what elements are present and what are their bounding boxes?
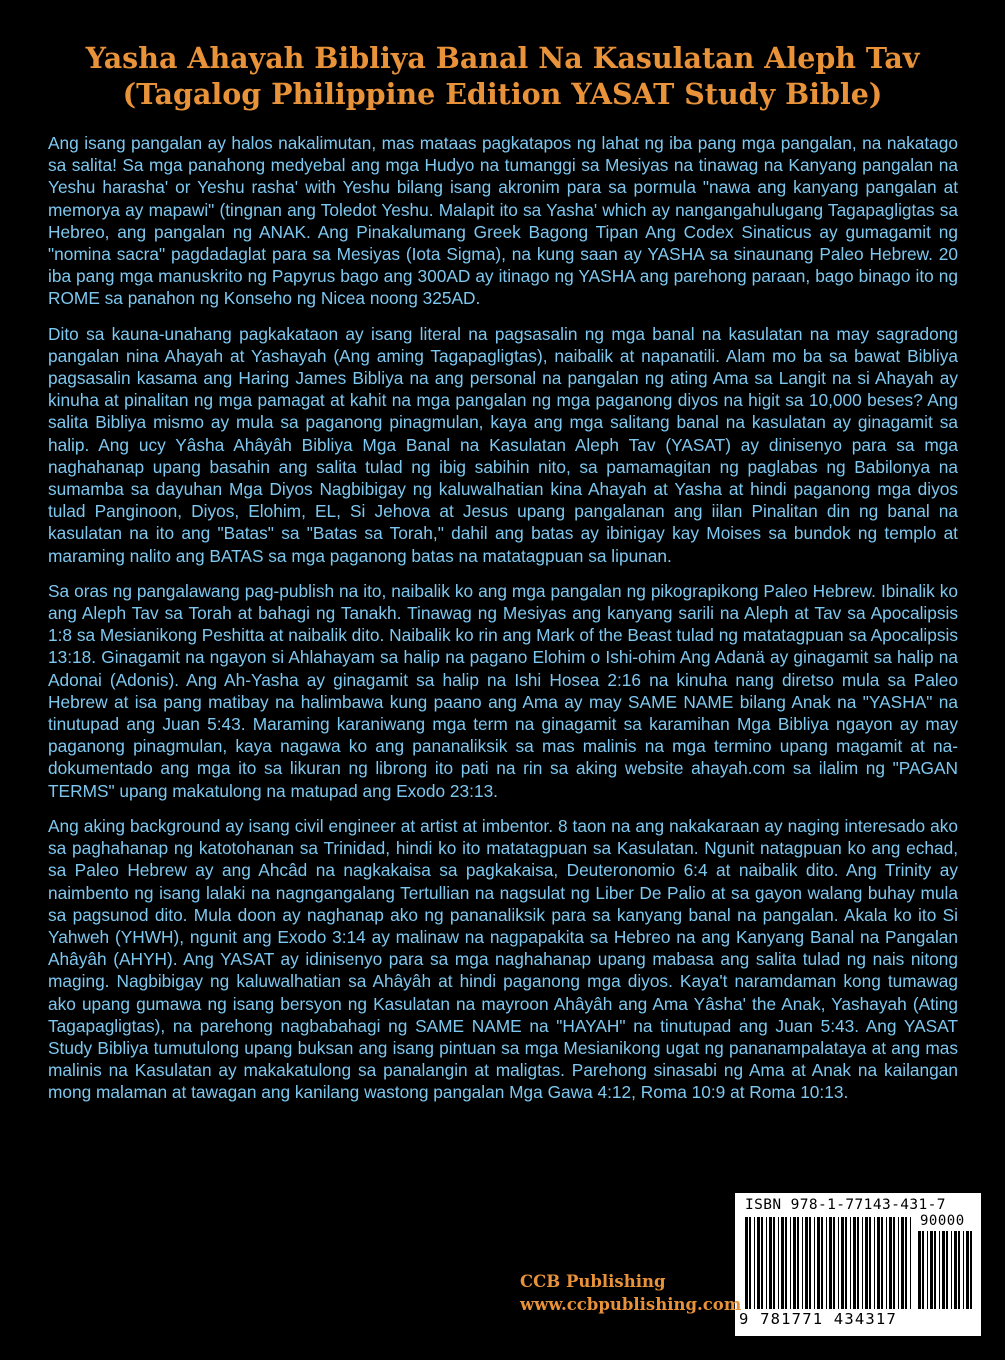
barcode-bar (905, 1217, 907, 1309)
barcode-bar (833, 1217, 835, 1309)
barcode-bar (857, 1217, 859, 1309)
barcode-bar (865, 1217, 868, 1309)
publisher-url: www.ccbpublishing.com (520, 1295, 742, 1314)
barcode-bar (761, 1217, 763, 1309)
paragraph-4: Ang aking background ay isang civil engineer at artist at imbentor. 8 taon na ang nakakaraan ay naging interesado ako sa paghahanap ng katotohanan sa Trinidad, hindi ko ito matatagpuan sa Kasulatan. Ngunit natagpuan ko ang echad, sa Paleo Hebrew ay ang Ahcâd na nagkakaisa sa pagkakaisa, Deuteronomio 6:4 at naibalik dito. Ang Trinity ay naimbento ng isang lalaki na nagngangalang Tertullian na nagsulat ng Liber De Palio at sa gayon walang buhay mula sa pagsunod dito. Mula doon ay naghanap ako ng pananaliksik para sa kanyang banal na pangalan. Akala ko ito Si Yahweh (YHWH), ngunit ang Exodo 3:14 ay malinaw na nagpapakita sa Hebreo na ang Kanyang Banal na Pangalan Ahâyâh (AHYH). Ang YASAT ay idinisenyo para sa mga naghahanap upang mabasa ang salita tulad ng nais nitong maging. Nagbibigay ng kaluwalhatian sa Ahâyâh at hindi paganong mga diyos. Kaya't naramdaman kong tumawag ako upang gumawa ng isang bersyon ng Kasulatan na mayroon Ahâyâh ang Ama Yâsha' the Anak, Yashayah (Ating Tagapagligtas), na parehong nagbabahagi ng SAME NAME na "HAYAH" na tinutupad ang Juan 5:43. Ang YASAT Study Bibliya tumutulong upang buksan ang isang pintuan sa mga Mesianikong ugat ng pananampalataya at ang mas malinis na Kasulatan ay makakatulong sa panalangin at maligtas. Parehong sinasabi ng Ama at Anak na kailangan mong malaman at tawagan ang kanilang wastong pangalan Mga Gawa 4:12, Roma 10:9 at Roma 10:13. (48, 815, 958, 1103)
paragraph-2: Dito sa kauna-unahang pagkakataon ay isang literal na pagsasalin ng mga banal na kasulatan na may sagradong pangalan nina Ahayah at Yashayah (Ang aming Tagapagligtas), naibalik at napanatili. Alam mo ba sa bawat Bibliya pagsasalin kasama ang Haring James Bibliya na ang personal na pangalan ng ating Ama sa Langit na si Ahayah ay kinuha at pinalitan ng mga pamagat at kahit na mga pangalan ng mga paganong diyos na higit sa 10,000 beses? Ang salita Bibliya mismo ay mula sa paganong pinagmulan, kaya ang mga salitang banal na kasulatan ay ginagamit sa halip. Ang ucy Yâsha Ahâyâh Bibliya Mga Banal na Kasulatan Aleph Tav (YASAT) ay dinisenyo para sa mga naghahanap upang basahin ang salita tulad ng ibig sabihin nito, sa pamamagitan ng paglabas ng Babilonya na sumamba sa dayuhan Mga Diyos Nagbibigay ng kaluwalhatian kina Ahayah at Yasha at hindi paganong mga diyos tulad Panginoon, Diyos, Elohim, EL, Si Jehova at Jesus upang pangalanan ang iilan Pinalitan din ng banal na kasulatan na ito ang "Batas" sa "Batas sa Torah," dahil ang batas ay ibinigay kay Moises sa bundok ng templo at maraming nalito ang BATAS sa mga paganong batas na matatagpuan sa lipunan. (48, 323, 958, 566)
title-line-1: Yasha Ahayah Bibliya Banal Na Kasulatan Aleph Tav (85, 41, 920, 75)
barcode-bar (946, 1231, 948, 1309)
barcode-bar (869, 1217, 871, 1309)
barcode-bar (934, 1231, 936, 1309)
addon-barcode-bars (918, 1231, 972, 1309)
publisher-block (520, 1270, 741, 1316)
barcode-bar (745, 1217, 748, 1309)
barcode-bar (766, 1217, 767, 1309)
barcode-bar (901, 1217, 904, 1309)
price-addon-number: 90000 (920, 1213, 965, 1229)
barcode-bar (829, 1217, 832, 1309)
barcode-bar (814, 1217, 815, 1309)
barcode-bar (898, 1217, 899, 1309)
barcode-bar (793, 1217, 796, 1309)
barcode-bar (802, 1217, 803, 1309)
barcode-bar (877, 1217, 880, 1309)
back-cover-description (48, 132, 958, 1117)
barcode-bar (922, 1231, 924, 1309)
barcode-bar (874, 1217, 875, 1309)
barcode-bar (966, 1231, 969, 1309)
barcode-bar (773, 1217, 775, 1309)
barcode-bar (805, 1217, 808, 1309)
barcode-bar (942, 1231, 945, 1309)
barcode-bar (754, 1217, 755, 1309)
barcode-bar (781, 1217, 784, 1309)
barcode-bar (838, 1217, 839, 1309)
barcode-bar (881, 1217, 883, 1309)
barcode-bar (939, 1231, 940, 1309)
barcode-bar (769, 1217, 772, 1309)
barcode-bar (893, 1217, 895, 1309)
barcode-bar (853, 1217, 856, 1309)
barcode-bar (886, 1217, 887, 1309)
barcode-bar (817, 1217, 820, 1309)
isbn-barcode (735, 1193, 981, 1336)
barcode-bar (850, 1217, 851, 1309)
barcode-bar (821, 1217, 823, 1309)
title-line-2: (Tagalog Philippine Edition YASAT Study Bible) (122, 77, 883, 111)
barcode-bar (797, 1217, 799, 1309)
barcode-bar (841, 1217, 844, 1309)
barcode-bar (930, 1231, 933, 1309)
barcode-bar (963, 1231, 964, 1309)
ean-barcode-bars (745, 1217, 913, 1309)
barcode-bar (954, 1231, 957, 1309)
barcode-bar (910, 1217, 911, 1309)
barcode-bar (951, 1231, 952, 1309)
barcode-bar (826, 1217, 827, 1309)
barcode-digits: 9 781771 434317 (739, 1310, 897, 1328)
barcode-bar (809, 1217, 811, 1309)
isbn-number: ISBN 978-1-77143-431-7 (745, 1197, 946, 1213)
barcode-bar (845, 1217, 847, 1309)
barcode-bar (889, 1217, 892, 1309)
barcode-bar (778, 1217, 779, 1309)
paragraph-1: Ang isang pangalan ay halos nakalimutan, mas mataas pagkatapos ng lahat ng iba pang mga pangalan, na nakatago sa salita! Sa mga panahong medyebal ang mga Hudyo na tumanggi sa Mesiyas na tinawag na Kanyang pangalan na Yeshu harasha' or Yeshu rasha' with Yeshu bilang isang akronim para sa pormula "nawa ang kanyang pangalan at memorya ay mapawi" (tingnan ang Toledot Yeshu. Malapit ito sa Yasha' which ay nangangahulugang Tagapagligtas sa Hebreo, ang pangalan ng ANAK. Ang Pinakalumang Greek Bagong Tipan Ang Codex Sinaticus ay gumagamit ng "nomina sacra" pagdadaglat para sa Mesiyas (Iota Sigma), na kung saan ay YASHA sa sinaunang Paleo Hebrew. 20 iba pang mga manuskrito ng Papyrus bago ang 300AD ay itinago ng YASHA ang parehong paraan, bago binago ito ng ROME sa panahon ng Konseho ng Nicea noong 325AD. (48, 133, 958, 309)
book-title (0, 40, 1005, 112)
barcode-bar (749, 1217, 751, 1309)
barcode-bar (862, 1217, 863, 1309)
barcode-bar (918, 1231, 921, 1309)
barcode-bar (790, 1217, 791, 1309)
barcode-bar (927, 1231, 928, 1309)
barcode-bar (785, 1217, 787, 1309)
publisher-name: CCB Publishing (520, 1272, 666, 1291)
paragraph-3: Sa oras ng pangalawang pag-publish na ito, naibalik ko ang mga pangalan ng pikograpikong Paleo Hebrew. Ibinalik ko ang Aleph Tav sa Torah at bahagi ng Tanakh. Tinawag ng Mesiyas ang kanyang sarili na Aleph at Tav sa Apocalipsis 1:8 sa Mesianikong Peshitta at naibalik dito. Naibalik ko rin ang Mark of the Beast tulad ng matatagpuan sa Apocalipsis 13:18. Ginagamit na ngayon si Ahlahayam sa halip na pagano Elohim o Ishi-ohim Ang Adanä ay ginagamit sa halip na Adonai (Adonis). Ang Ah-Yasha ay ginagamit sa halip na Ishi Hosea 2:16 na kinuha nang diretso mula sa Paleo Hebrew at isa pang matibay na halimbawa kung paano ang Ama ay may SAME NAME bilang Anak na "YASHA" na tinutupad ang Juan 5:43. Maraming karaniwang mga term na ginagamit sa karamihan Mga Bibliya ngayon ay may paganong pinagmulan, kaya nagawa ko ang pananaliksik sa mas malinis na mga termino upang magamit at na-dokumentado ang mga ito sa likuran ng librong ito pati na rin sa aking website ahayah.com sa ilalim ng "PAGAN TERMS" upang makatulong na matupad ang Exodo 23:13. (48, 580, 958, 801)
barcode-bar (970, 1231, 972, 1309)
barcode-bar (757, 1217, 760, 1309)
barcode-bar (958, 1231, 960, 1309)
